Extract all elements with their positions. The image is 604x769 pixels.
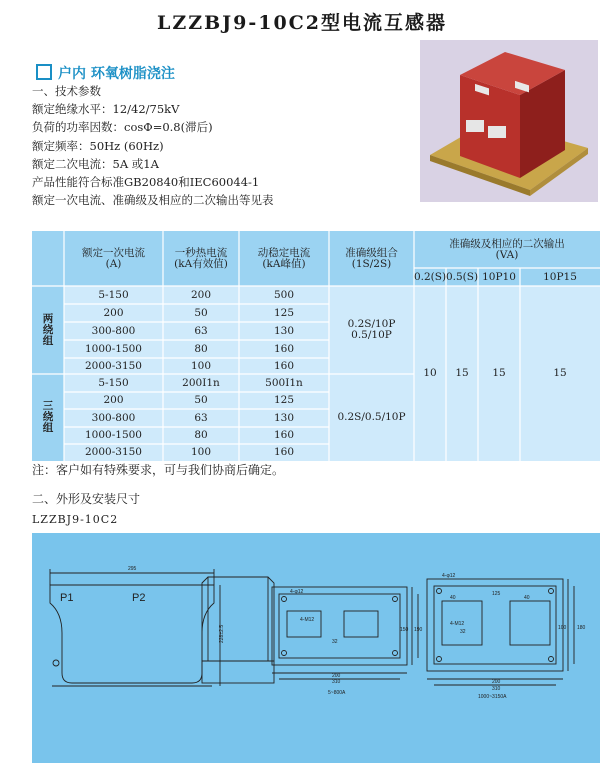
- product-photo: [420, 40, 598, 202]
- header-thermal-current: 一秒热电流 (kA有效值): [174, 246, 228, 270]
- group-two-windings: 两 绕 组: [42, 312, 54, 347]
- spec-table-ref: 额定一次电流、准确级及相应的二次输出等见表: [32, 193, 274, 208]
- dim-310-left: 310: [332, 679, 341, 685]
- table-cell: 200: [190, 288, 212, 301]
- terminal-p2: P2: [132, 592, 146, 604]
- parameter-table: [32, 231, 600, 461]
- table-cell: 50: [194, 306, 208, 319]
- dim-32-right: 32: [460, 629, 466, 635]
- table-cell: 1000-1500: [85, 429, 142, 441]
- table-cell: 300-800: [91, 324, 136, 337]
- caption-5-800a: 5~800A: [328, 690, 346, 696]
- table-cell: 125: [273, 306, 295, 319]
- table-cell: 200: [103, 306, 124, 319]
- table-cell: 80: [194, 342, 208, 355]
- header-dynamic-current: 动稳定电流 (kA峰值): [257, 246, 311, 270]
- table-cell: 200: [103, 394, 124, 406]
- dim-150-left: 150: [400, 627, 409, 633]
- dim-180: 180: [577, 625, 586, 631]
- table-cell: 160: [273, 359, 295, 372]
- accuracy-two-windings: 0.2S/10P 0.5/10P: [347, 318, 396, 341]
- caption-1000-3150a: 1000~3150A: [478, 694, 507, 700]
- subtitle-text: 户内 环氧树脂浇注: [58, 66, 175, 82]
- table-cell: 160: [273, 429, 295, 441]
- output-0-5s: 15: [455, 367, 469, 379]
- subheader-10p15: 10P15: [543, 270, 577, 283]
- table-cell: 500: [273, 288, 295, 301]
- accuracy-three-windings: 0.2S/0.5/10P: [337, 411, 406, 423]
- dim-40-right: 40: [524, 595, 530, 601]
- table-cell: 5-150: [98, 288, 129, 301]
- dim-height: 228±2.5: [219, 624, 225, 643]
- subheader-0-5s: 0.5(S): [445, 270, 479, 283]
- dimension-drawing: [32, 533, 600, 763]
- section-heading-dimensions: 二、外形及安装尺寸: [32, 492, 141, 506]
- spec-power-factor: 负荷的功率因数：cosΦ=0.8(滞后): [32, 120, 213, 135]
- table-cell: 63: [194, 411, 208, 424]
- spec-insulation: 额定绝缘水平：12/42/75kV: [32, 102, 180, 117]
- table-cell: 2000-3150: [85, 359, 142, 372]
- dim-width-295: 295: [128, 566, 137, 572]
- table-cell: 80: [194, 429, 208, 441]
- product-subtitle: [36, 63, 175, 83]
- table-cell: 50: [194, 394, 208, 406]
- table-cell: 130: [273, 411, 295, 424]
- header-primary-current: 额定一次电流 (A): [82, 246, 145, 270]
- dim-190-left: 190: [414, 627, 423, 633]
- dim-200-left: 200: [332, 673, 341, 679]
- transformer-illustration: [420, 40, 598, 202]
- spec-list: [32, 82, 274, 209]
- dim-32-left: 32: [332, 639, 338, 645]
- group-three-windings: 三 绕 组: [42, 400, 54, 434]
- table-cell: 100: [190, 446, 212, 458]
- table-cell: 130: [273, 324, 295, 337]
- dim-125: 125: [492, 591, 501, 597]
- terminal-p1: P1: [60, 592, 74, 604]
- table-cell: 1000-1500: [85, 342, 142, 355]
- output-10p15: 15: [553, 367, 567, 379]
- dim-200-right: 200: [492, 679, 501, 685]
- dim-40-left: 40: [450, 595, 456, 601]
- table-cell: 500I1n: [265, 376, 303, 389]
- header-secondary-output: 准确级及相应的二次输出 (VA): [449, 237, 565, 261]
- table-cell: 125: [273, 394, 295, 406]
- table-cell: 160: [273, 342, 295, 355]
- output-0-2s: 10: [423, 367, 437, 379]
- table-cell: 100: [190, 359, 212, 372]
- table-cell: 63: [194, 324, 208, 337]
- table-cell: 2000-3150: [85, 446, 142, 458]
- dim-m12-right: 4-M12: [450, 621, 465, 627]
- subheader-0-2s: 0.2(S): [413, 270, 447, 283]
- spec-secondary-current: 额定二次电流：5A 或1A: [32, 156, 159, 171]
- table-note: 注：客户如有特殊要求，可与我们协商后确定。: [32, 463, 285, 477]
- output-10p10: 15: [492, 367, 506, 379]
- spec-heading: 一、技术参数: [32, 84, 101, 98]
- dim-100: 100: [558, 625, 567, 631]
- model-label: LZZBJ9-10C2: [32, 513, 119, 526]
- dim-m12-left: 4-M12: [300, 617, 315, 623]
- header-accuracy-combo: 准确级组合 (1S/2S): [345, 246, 398, 270]
- table-cell: 200I1n: [182, 376, 220, 389]
- dim-holes-left: 4-φ12: [290, 589, 304, 595]
- spec-standard: 产品性能符合标准GB20840和IEC60044-1: [32, 175, 260, 190]
- outline-drawing: [32, 533, 600, 763]
- checkbox-square-icon: [36, 64, 52, 80]
- spec-frequency: 额定频率：50Hz (60Hz): [32, 138, 164, 153]
- dim-310-right: 310: [492, 686, 501, 692]
- page-title: LZZBJ9-10C2型电流互感器: [156, 12, 448, 34]
- table-cell: 5-150: [98, 376, 129, 389]
- table-cell: 160: [273, 446, 295, 458]
- table-cell: 300-800: [91, 411, 136, 424]
- subheader-10p10: 10P10: [482, 270, 516, 283]
- dim-holes-right: 4-φ12: [442, 573, 456, 579]
